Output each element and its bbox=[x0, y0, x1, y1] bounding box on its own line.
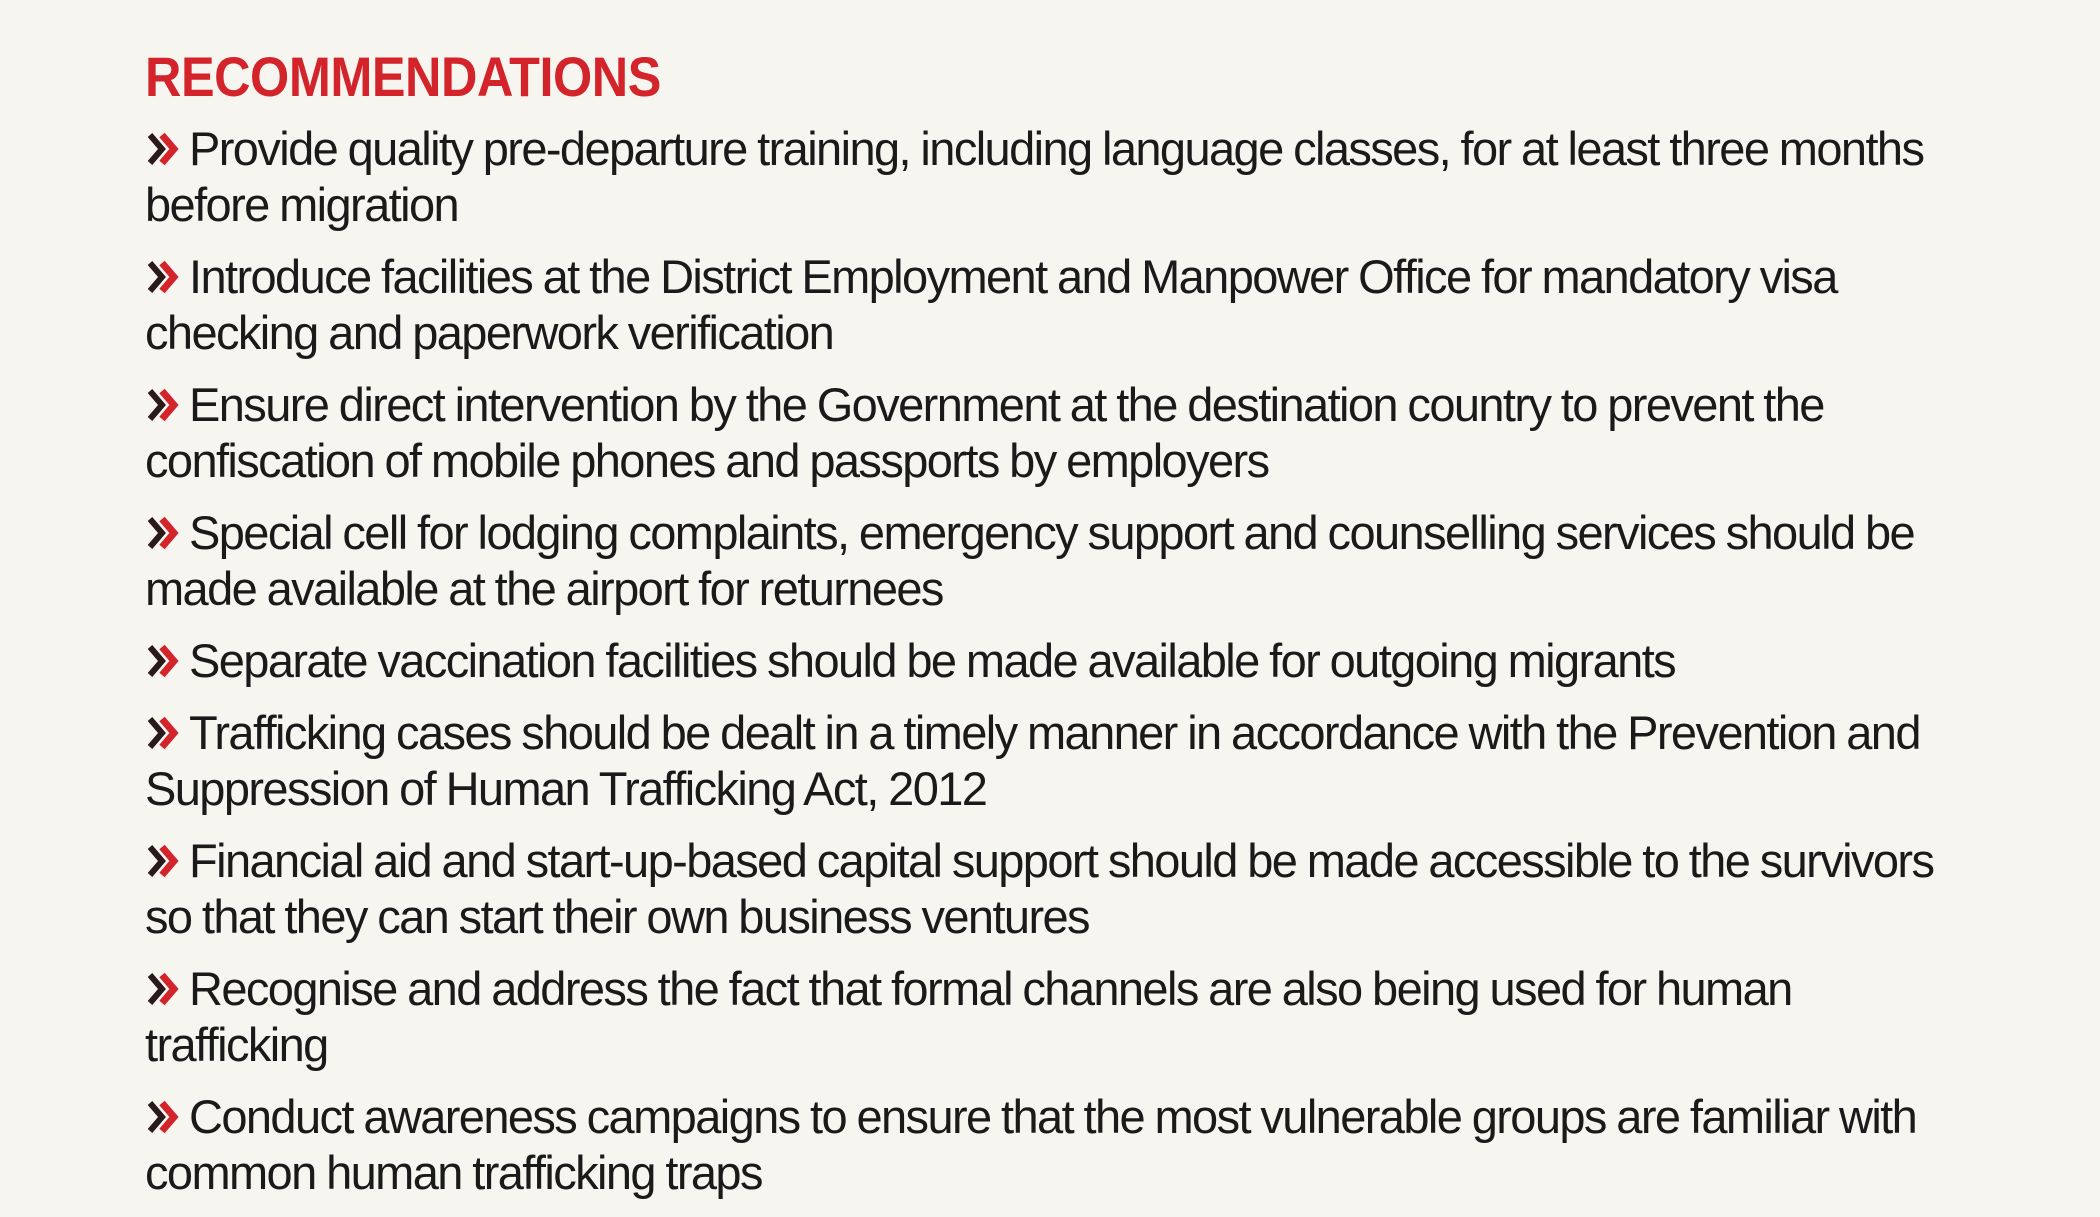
double-chevron-right-icon bbox=[145, 641, 181, 681]
double-chevron-right-icon bbox=[145, 129, 181, 169]
recommendation-text: Separate vaccination facilities should be made available for outgoing migrants bbox=[189, 634, 1676, 687]
double-chevron-right-icon bbox=[145, 713, 181, 753]
recommendation-text: Conduct awareness campaigns to ensure that the most vulnerable groups are familiar with common human trafficking traps bbox=[145, 1090, 1917, 1199]
recommendation-item bbox=[145, 377, 1975, 489]
double-chevron-right-icon bbox=[145, 257, 181, 297]
recommendation-text: Provide quality pre-departure training, including language classes, for at least three months before migration bbox=[145, 122, 1924, 231]
double-chevron-right-icon bbox=[145, 841, 181, 881]
recommendation-item bbox=[145, 633, 1975, 689]
recommendation-text: Ensure direct intervention by the Government at the destination country to prevent the confiscation of mobile phones and passports by employers bbox=[145, 378, 1824, 487]
recommendation-text: Recognise and address the fact that formal channels are also being used for human trafficking bbox=[145, 962, 1792, 1071]
recommendations-box bbox=[145, 45, 1975, 1217]
recommendation-item bbox=[145, 961, 1975, 1073]
recommendation-item bbox=[145, 705, 1975, 817]
recommendation-text: Financial aid and start-up-based capital support should be made accessible to the survivors so that they can start their own business ventures bbox=[145, 834, 1934, 943]
recommendation-text: Trafficking cases should be dealt in a timely manner in accordance with the Prevention and Suppression of Human Trafficking Act, 2012 bbox=[145, 706, 1920, 815]
double-chevron-right-icon bbox=[145, 1097, 181, 1137]
recommendation-text: Introduce facilities at the District Employment and Manpower Office for mandatory visa checking and paperwork verification bbox=[145, 250, 1837, 359]
recommendation-item bbox=[145, 121, 1975, 233]
double-chevron-right-icon bbox=[145, 513, 181, 553]
recommendation-item bbox=[145, 833, 1975, 945]
recommendation-item bbox=[145, 505, 1975, 617]
recommendations-heading: RECOMMENDATIONS bbox=[145, 45, 661, 108]
double-chevron-right-icon bbox=[145, 385, 181, 425]
recommendation-item bbox=[145, 1089, 1975, 1201]
recommendation-item bbox=[145, 249, 1975, 361]
recommendation-text: Special cell for lodging complaints, emergency support and counselling services should be made available at the airport for returnees bbox=[145, 506, 1915, 615]
double-chevron-right-icon bbox=[145, 969, 181, 1009]
recommendations-list bbox=[145, 121, 1975, 1201]
